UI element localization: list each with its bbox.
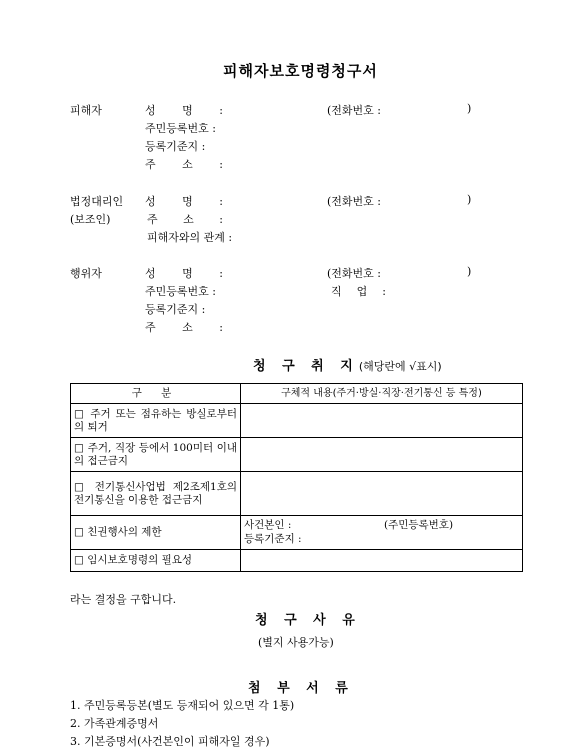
request-item-approach-ban[interactable]: □ 주거, 직장 등에서 100미터 이내의 접근금지: [71, 438, 241, 472]
table-header-detail: 구체적 내용(주거·방실·직장·전기통신 등 특정): [241, 384, 523, 404]
offender-address-label: 주 소 :: [145, 321, 223, 334]
offender-phone-close: ): [467, 265, 472, 278]
request-detail-temporary-order[interactable]: [241, 550, 523, 572]
request-item-custody-limit[interactable]: □ 친권행사의 제한: [71, 516, 241, 550]
victim-address-label: 주 소 :: [145, 158, 223, 171]
attachment-item: 1. 주민등록등본(별도 등재되어 있으면 각 1통): [70, 699, 295, 712]
victim-label: 피해자: [70, 104, 102, 117]
request-item-eviction[interactable]: □ 주거 또는 점유하는 방실로부터의 퇴거: [71, 404, 241, 438]
table-row: [71, 472, 523, 516]
attachment-item: 2. 가족관계증명서: [70, 717, 159, 730]
victim-phone-close: ): [467, 102, 472, 115]
representative-phone-label: (전화번호 :: [327, 195, 381, 208]
table-header-row: [71, 384, 523, 404]
purpose-heading: 청 구 취 지: [253, 359, 359, 374]
request-detail-telecom-ban[interactable]: [241, 472, 523, 516]
victim-name-label: 성 명 :: [145, 104, 223, 117]
attachment-item: 3. 기본증명서(사건본인이 피해자일 경우): [70, 735, 270, 748]
request-detail-approach-ban[interactable]: [241, 438, 523, 472]
offender-job-label: 직 업 :: [331, 285, 386, 298]
request-detail-eviction[interactable]: [241, 404, 523, 438]
reason-note: (별지 사용가능): [258, 636, 334, 649]
case-person-rrn-label: (주민등록번호): [384, 518, 454, 531]
victim-registration-label: 등록기준지 :: [145, 140, 206, 153]
purpose-note: (해당란에 √표시): [358, 360, 442, 373]
reason-heading: 청 구 사 유: [255, 613, 361, 628]
representative-phone-close: ): [467, 193, 472, 206]
case-person-registration-label: 등록기준지 :: [244, 532, 302, 545]
request-item-temporary-order[interactable]: □ 임시보호명령의 필요성: [71, 550, 241, 572]
case-person-label: 사건본인 :: [244, 518, 292, 531]
victim-rrn-label: 주민등록번호 :: [145, 122, 216, 135]
attachments-heading: 첨 부 서 류: [248, 681, 354, 696]
representative-sublabel: (보조인): [70, 213, 111, 226]
closing-text: 라는 결정을 구합니다.: [70, 593, 177, 606]
representative-relation-label: 피해자와의 관계 :: [147, 231, 233, 244]
request-detail-custody-limit[interactable]: [241, 516, 523, 550]
representative-name-label: 성 명 :: [145, 195, 223, 208]
table-row: [71, 516, 523, 550]
offender-registration-label: 등록기준지 :: [145, 303, 206, 316]
table-row: [71, 404, 523, 438]
table-row: [71, 550, 523, 572]
offender-rrn-label: 주민등록번호 :: [145, 285, 216, 298]
offender-phone-label: (전화번호 :: [327, 267, 381, 280]
representative-label: 법정대리인: [70, 195, 124, 208]
table-row: [71, 438, 523, 472]
offender-label: 행위자: [70, 267, 102, 280]
document-title: 피해자보호명령청구서: [223, 62, 378, 80]
representative-address-label: 주 소 :: [147, 213, 223, 226]
victim-phone-label: (전화번호 :: [327, 104, 381, 117]
request-item-telecom-ban[interactable]: □ 전기통신사업법 제2조제1호의 전기통신을 이용한 접근금지: [71, 472, 241, 516]
request-table: [70, 383, 523, 572]
table-header-category: 구 분: [71, 384, 241, 404]
purpose-heading-line: [253, 355, 442, 374]
offender-name-label: 성 명 :: [145, 267, 223, 280]
